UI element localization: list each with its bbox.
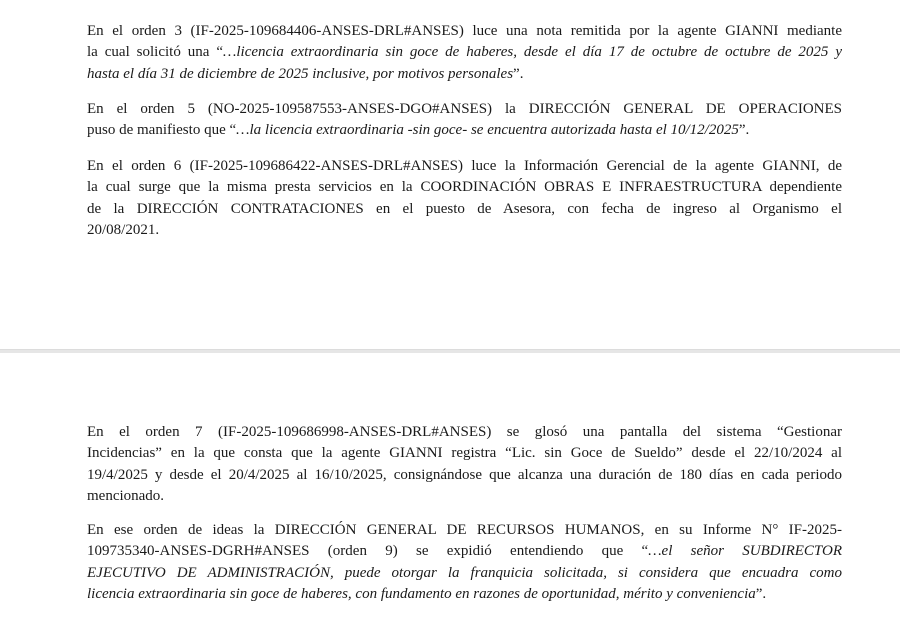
text-run: la cual surge que la misma presta servicios en la COORDINACIÓN OBRAS E INFRAESTRUCTURA dependiente xyxy=(87,179,842,196)
text-run: En el orden 7 (IF-2025-109686998-ANSES-DRL#ANSES) se glosó una pantalla del sistema “Gestionar xyxy=(87,424,842,440)
text-run: mencionado. xyxy=(87,487,165,504)
text-run: 19/4/2025 y desde el 20/4/2025 al 16/10/2025, consignándose que alcanza una duración de 180 días en cada periodo xyxy=(87,466,842,483)
text-line xyxy=(87,99,842,120)
text-run: de la DIRECCIÓN CONTRATACIONES en el puesto de Asesora, con fecha de ingreso al Organismo el xyxy=(87,200,842,217)
text-run: ”. xyxy=(738,122,750,139)
text-run: 109735340-ANSES-DGRH#ANSES (orden 9) se expidió entendiendo que “ xyxy=(87,543,649,560)
text-run: la cual solicitó una “ xyxy=(87,44,224,61)
text-run: En ese orden de ideas la DIRECCIÓN GENERAL DE RECURSOS HUMANOS, en su Informe N° IF-2025- xyxy=(87,522,842,538)
text-line xyxy=(87,120,842,141)
text-line xyxy=(87,584,842,605)
text-line xyxy=(87,220,842,241)
text-line xyxy=(87,64,842,85)
quoted-text: hasta el día 31 de diciembre de 2025 inclusive, por motivos personales xyxy=(87,65,514,82)
text-line xyxy=(87,486,842,507)
quoted-text: licencia extraordinaria sin goce de haberes, con fundamento en razones de oportunidad, mérito y conveniencia xyxy=(87,585,756,602)
text-line xyxy=(87,177,842,198)
document-page-2 xyxy=(0,353,900,617)
text-line xyxy=(87,422,842,443)
text-line xyxy=(87,520,842,541)
paragraph-orden-5 xyxy=(87,99,842,142)
text-line xyxy=(87,156,842,177)
text-line xyxy=(87,443,842,464)
text-line xyxy=(87,541,842,562)
text-run: ”. xyxy=(513,65,524,82)
quoted-text: EJECUTIVO DE ADMINISTRACIÓN, puede otorgar la franquicia solicitada, si considera que encuadra como xyxy=(87,564,842,581)
text-line xyxy=(87,42,842,63)
text-run: En el orden 6 (IF-2025-109686422-ANSES-DRL#ANSES) luce la Información Gerencial de la agente GIANNI, de xyxy=(87,158,842,174)
text-line xyxy=(87,199,842,220)
text-run: 20/08/2021. xyxy=(87,221,160,238)
text-run: ”. xyxy=(755,585,767,602)
paragraph-orden-6 xyxy=(87,156,842,241)
text-line xyxy=(87,465,842,486)
paragraph-orden-3 xyxy=(87,21,842,85)
quoted-text: …el señor SUBDIRECTOR xyxy=(648,543,842,560)
quoted-text: …la licencia extraordinaria -sin goce- se encuentra autorizada hasta el 10/12/2025 xyxy=(236,122,739,139)
quoted-text: …licencia extraordinaria sin goce de haberes, desde el día 17 de octubre de octubre de 2025 y xyxy=(223,44,842,61)
paragraph-orden-7 xyxy=(87,422,842,507)
text-line xyxy=(87,563,842,584)
text-run: En el orden 5 (NO-2025-109587553-ANSES-DGO#ANSES) la DIRECCIÓN GENERAL DE OPERACIONES xyxy=(87,101,842,117)
paragraph-informe-dgrh xyxy=(87,520,842,605)
text-run: En el orden 3 (IF-2025-109684406-ANSES-DRL#ANSES) luce una nota remitida por la agente GIANNI mediante xyxy=(87,23,842,39)
text-run: Incidencias” en la que consta que la agente GIANNI registra “Lic. sin Goce de Sueldo” desde el 22/10/2024 al xyxy=(87,445,842,462)
text-run: puso de manifiesto que “ xyxy=(87,122,237,139)
text-line xyxy=(87,21,842,42)
